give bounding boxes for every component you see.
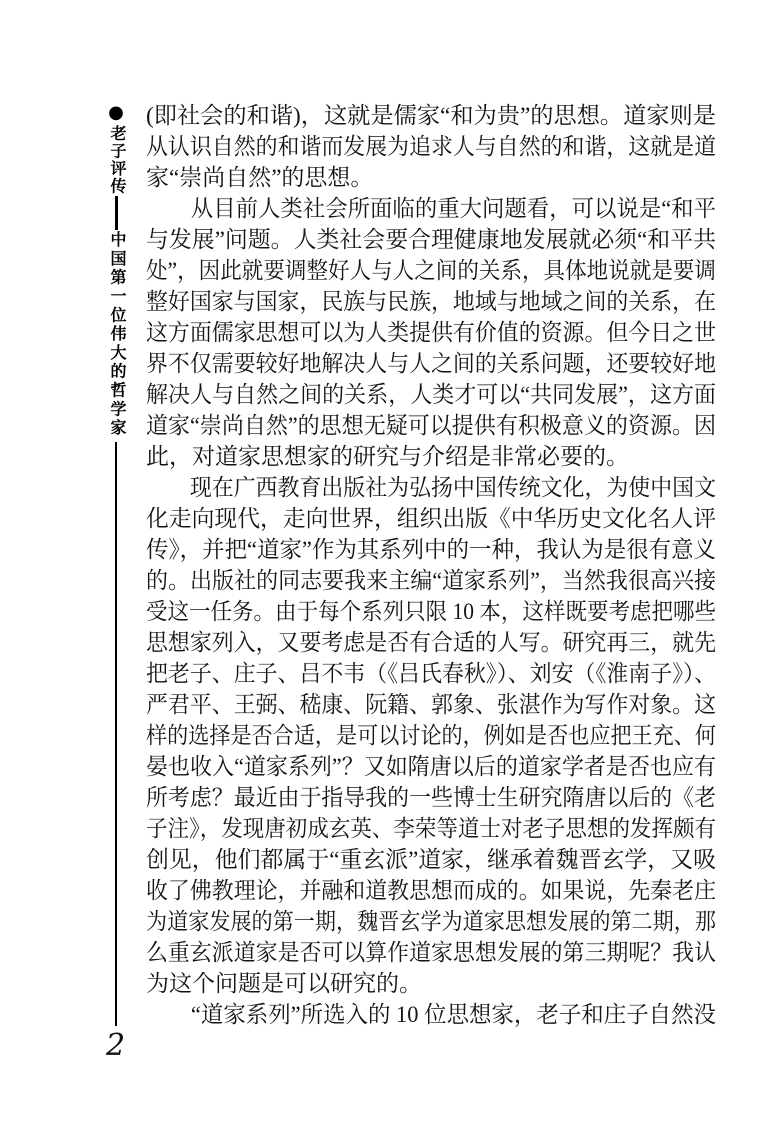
text-line: 解决人与自然之间的关系，人类才可以“共同发展”，这方面	[146, 382, 716, 407]
margin-title	[104, 104, 128, 1026]
text-line: 道家“崇尚自然”的思想无疑可以提供有积极意义的资源。因	[146, 413, 716, 438]
text-line: 家“崇尚自然”的思想。	[146, 165, 374, 190]
text-line: 化走向现代，走向世界，组织出版《中华历史文化名人评	[146, 506, 716, 531]
text-line: 受这一任务。由于每个系列只限 10 本，这样既要考虑把哪些	[146, 599, 716, 624]
text-line: “道家系列”所选入的 10 位思想家，老子和庄子自然没	[146, 1002, 716, 1027]
text-line: 整好国家与国家，民族与民族，地域与地域之间的关系，在	[146, 289, 716, 314]
book-subtitle: 中国第一位伟大的哲学家	[108, 231, 125, 438]
text-line: 此，对道家思想家的研究与介绍是非常必要的。	[146, 444, 629, 469]
text-line: 从目前人类社会所面临的重大问题看，可以说是“和平	[146, 196, 716, 221]
book-title: 老子评传	[108, 125, 125, 195]
text-line: 所考虑？最近由于指导我的一些博士生研究隋唐以后的《老	[146, 785, 716, 810]
text-line: 这方面儒家思想可以为人类提供有价值的资源。但今日之世	[146, 320, 716, 345]
text-line: 样的选择是否合适，是可以讨论的，例如是否也应把王充、何	[146, 723, 716, 748]
text-line: 现在广西教育出版社为弘扬中国传统文化，为使中国文	[146, 475, 716, 500]
text-line: 晏也收入“道家系列”？又如隋唐以后的道家学者是否也应有	[146, 754, 716, 779]
text-line: 为道家发展的第一期，魏晋玄学为道家思想发展的第二期，那	[146, 909, 716, 934]
text-line: 的。出版社的同志要我来主编“道家系列”，当然我很高兴接	[146, 568, 716, 593]
text-line: 把老子、庄子、吕不韦（《吕氏春秋》）、刘安（《淮南子》）、	[146, 661, 716, 686]
text-line: 么重玄派道家是否可以算作道家思想发展的第三期呢？我认	[146, 940, 716, 965]
text-line: (即社会的和谐)，这就是儒家“和为贵”的思想。道家则是	[146, 103, 716, 128]
sidebar-rule	[115, 442, 117, 1026]
body-text	[146, 100, 716, 1030]
text-line: 子注》，发现唐初成玄英、李荣等道士对老子思想的发挥颇有	[146, 816, 716, 841]
text-line: 与发展”问题。人类社会要合理健康地发展就必须“和平共	[146, 227, 716, 252]
page-number: 2	[106, 1028, 126, 1063]
text-line: 界不仅需要较好地解决人与人之间的关系问题，还要较好地	[146, 351, 716, 376]
text-line: 从认识自然的和谐而发展为追求人与自然的和谐，这就是道	[146, 134, 716, 159]
bullet-icon: ●	[108, 102, 124, 123]
text-line: 严君平、王弼、嵇康、阮籍、郭象、张湛作为写作对象。这	[146, 692, 716, 717]
text-line: 为这个问题是可以研究的。	[146, 971, 422, 996]
text-line: 处”，因此就要调整好人与人之间的关系，具体地说就是要调	[146, 258, 716, 283]
text-line: 创见，他们都属于“重玄派”道家，继承着魏晋玄学，又吸	[146, 847, 716, 872]
text-line: 收了佛教理论，并融和道教思想而成的。如果说，先秦老庄	[146, 878, 716, 903]
text-line: 思想家列入，又要考虑是否有合适的人写。研究再三，就先	[146, 630, 716, 655]
text-line: 传》，并把“道家”作为其系列中的一种，我认为是很有意义	[146, 537, 716, 562]
title-separator-line	[115, 196, 118, 230]
